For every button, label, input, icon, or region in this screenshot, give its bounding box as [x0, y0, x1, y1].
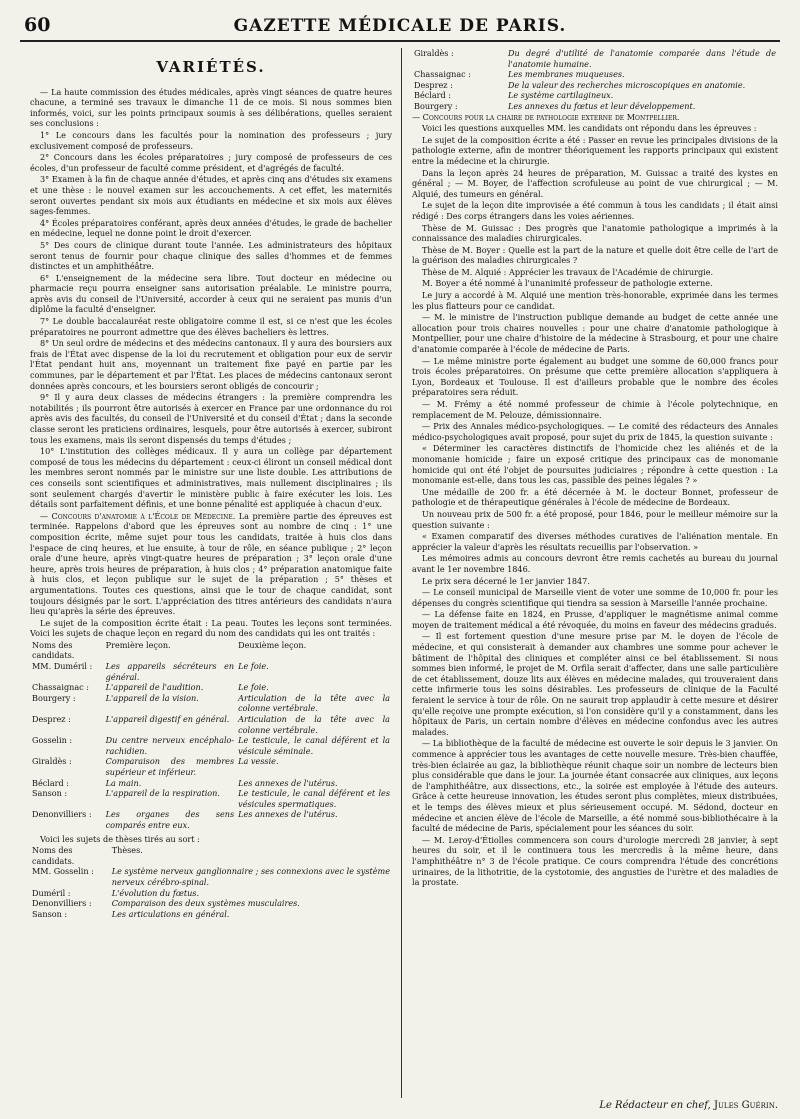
news-paragraph: Le sujet de la composition écrite a été : Passer en revue les principales divisions de la pathologie externe, afin de montrer théoriquement les rapports principaux qui existent entre la médecine et la chirurgie. — [412, 134, 778, 166]
left-column — [30, 48, 392, 1098]
column-divider — [401, 48, 402, 1098]
news-paragraph: — M. Frémy a été nommé professeur de chimie à l'école polytechnique, en remplacement de M. Pelouze, démissionnaire. — [412, 399, 778, 420]
montpellier-heading: — Concours pour la chaire de pathologie externe de Montpellier. — [412, 111, 680, 122]
first-lesson: La main. — [105, 777, 142, 788]
intro-paragraph: — La haute commission des études médicales, après vingt séances de quatre heures chacune, a terminé ses travaux le dimanche 11 de ce mois. Si nous sommes bien informés, voici, sur les points principaux soumis à ses délibérations, quelles seraient ses conclusions : — [30, 86, 392, 129]
candidate-name: MM. Duméril : — [32, 661, 93, 672]
table-row — [412, 48, 778, 69]
candidate-name: Chassaignac : — [414, 69, 472, 80]
page-header — [20, 12, 780, 42]
candidate-name: Desprez : — [414, 79, 453, 90]
news-paragraph: Un nouveau prix de 500 fr. a été proposé, pour 1846, pour le meilleur mémoire sur la question suivante : — [412, 508, 778, 530]
news-paragraph: — La bibliothèque de la faculté de médecine est ouverte le soir depuis le 3 janvier. On commence à apprécier tous les avantages de cette nouvelle mesure. Très-bien chauffée, très-bien éclairée au gaz, la bibliothèque réunit chaque soir un nombre de lecteurs bien plus considérable que dans le jour. La journée étant consacrée aux cliniques, aux leçons de l'amphithéâtre, aux dissections, etc., la soirée est employée à l'étude des auteurs. Grâce à cette heureuse innovation, les études seront plus complètes, mieux distribuées, et le temps des élèves mieux et plus sérieusement occupé. M. Sédond, docteur en médecine et ancien élève de l'école de Marseille, a été nommé sous-bibliothécaire à la faculté de médecine de Paris, spécialement pour les séances du soir. — [412, 738, 778, 834]
right-column — [412, 48, 778, 1098]
point-9: 9° Il y aura deux classes de médecins étrangers : la première comprendra les notabilités ; ils pourront être autorisés à exercer en France par une ordonnance du roi après avis des facultés, du conseil de l'Université et du conseil d'État ; dans la seconde classe seront les praticiens ordinaires, lesquels, pour être autorisés à exercer, subiront tous les examens, mais ils seront dispensés du temps d'études ; — [30, 392, 392, 445]
thesis-subject: Du degré d'utilité de l'anatomie comparée dans l'étude de l'anatomie humaine. — [508, 48, 776, 69]
candidate-name: Sanson : — [32, 788, 68, 799]
table-row — [412, 101, 778, 112]
news-paragraph: — Le conseil municipal de Marseille vient de voter une somme de 10,000 fr. pour les dépenses du congrès scientifique qui tiendra sa session à Marseille l'année prochaine. — [412, 587, 778, 608]
first-lesson: Les organes des sens comparés entre eux. — [105, 809, 235, 830]
point-2: 2° Concours dans les écoles préparatoires ; jury composé de professeurs de ces écoles, d'un professeur de faculté comme président, et d'agrégés de faculté. — [30, 152, 392, 173]
table-row — [30, 909, 392, 920]
table-row — [30, 888, 392, 899]
page-number: 60 — [24, 14, 51, 36]
news-paragraph: — La défense faite en 1824, en Prusse, d'appliquer le magnétisme animal comme moyen de traitement médical a été révoquée, du moins en faveur des médecins gradués. — [412, 609, 778, 630]
second-lesson: Les annexes de l'utérus. — [238, 777, 338, 788]
second-lesson: Articulation de la tête avec la colonne vertébrale. — [238, 692, 390, 714]
point-4: 4° Écoles préparatoires conférant, après deux années d'études, le grade de bachelier en médecine, lequel ne donne point le droit d'exercer. — [30, 217, 392, 239]
news-paragraph: — M. Leroy-d'Étiolles commencera son cours d'urologie mercredi 28 janvier, à sept heures du soir, et il le continuera tous les mercredis à la même heure, dans l'amphithéâtre n° 3 de l'école pratique. Ce cours comprendra l'étude des concrétions urinaires, de la lithotritie, de la cystotomie, des angusties de l'urètre et des maladies de la prostate. — [412, 834, 778, 888]
lessons-table — [30, 640, 392, 831]
news-paragraph: — Le même ministre porte également au budget une somme de 60,000 francs pour trois écoles préparatoires. On présume que cette première allocation s'appliquera à Lyon, Bordeaux et Toulouse. Il est d'ailleurs probable que le nombre des écoles préparatoires sera réduit. — [412, 355, 778, 398]
candidate-name: Denonvilliers : — [32, 809, 92, 820]
theses-header-name: Noms des candidats. — [32, 845, 75, 866]
lessons-header-name: Noms des candidats. — [32, 639, 75, 661]
table-row — [30, 682, 392, 693]
second-lesson: Articulation de la tête avec la colonne vertébrale. — [238, 714, 390, 735]
candidate-name: Bourgery : — [32, 692, 76, 703]
point-10: 10° L'institution des collèges médicaux. Il y aura un collège par département composé de tous les médecins du département : ceux-ci éliront un conseil médical dont les membres seront nommés par le ministre sur une liste double. Les attributions de ces conseils sont scientifiques et administratives, mais nullement disciplinaires ; ils sont seulement chargés d'avertir le ministère public à faire exécuter les lois. Les détails sont parfaitement définis, et une bonne pénalité est appliquée à chacun d'eux. — [30, 446, 392, 510]
news-paragraph: Voici les questions auxquelles MM. les candidats ont répondu dans les épreuves : — [422, 123, 757, 134]
table-row — [412, 80, 778, 91]
candidate-name: Gosselin : — [32, 735, 73, 746]
thesis-subject: Les articulations en général. — [111, 908, 230, 919]
second-lesson: La vessie. — [238, 756, 279, 767]
point-8: 8° Un seul ordre de médecins et des médecins cantonaux. Il y aura des boursiers aux frais de l'État avec dispense de la loi du recrutement et obligation pour eux de servir l'État pendant huit ans, moyennant un traitement fixe payé en partie par les communes, par le département et par l'État. Les places de médecins cantonaux seront données après concours, et les boursiers seront obligés de concourir ; — [30, 338, 392, 391]
first-lesson: Les appareils sécréteurs en général. — [105, 661, 235, 682]
second-lesson: Les annexes de l'utérus. — [238, 809, 338, 820]
second-lesson: Le testicule, le canal déférent et les vésicules spermatiques. — [238, 788, 390, 809]
thesis-subject: Comparaison des deux systèmes musculaires. — [111, 898, 300, 909]
news-paragraph: M. Boyer a été nommé à l'unanimité professeur de pathologie externe. — [422, 278, 713, 289]
candidate-name: Duméril : — [32, 887, 71, 898]
table-row — [30, 714, 392, 735]
news-paragraph: Thèse de M. Alquié : Apprécier les travaux de l'Académie de chirurgie. — [422, 266, 714, 277]
journal-title: GAZETTE MÉDICALE DE PARIS. — [233, 16, 567, 36]
news-paragraph: « Déterminer les caractères distinctifs de l'homicide chez les aliénés et de la monomanie homicide ; faire un exposé critique des principaux cas de monomanie homicide qui ont été l'objet de poursuites judiciaires ; répondre à cette question : La monomanie est-elle, dans tous les cas, passible des peines légales ? » — [412, 443, 778, 486]
candidate-name: Desprez : — [32, 714, 71, 725]
news-paragraph: — Il est fortement question d'une mesure prise par M. le doyen de l'école de médecine, et qui consisterait à demander aux chambres une somme pour achever le bâtiment de l'hôpital des cliniques et compléter ainsi ce bel établissement. Si nous sommes bien informé, le projet de M. Orfila serait d'affecter, dans une salle particulière de cet établissement, douze lits aux élèves en médecine malades, qui trouveraient dans cette infirmerie tous les soins désirables. Les professeurs de clinique de la Faculté feraient le service à tour de rôle. On ne saurait trop applaudir à cette mesure et désirer qu'elle reçoive une prompte exécution, si l'on considère qu'il y a constamment, dans les hôpitaux de Paris, un certain nombre d'élèves en médecine confondus avec les autres malades. — [412, 631, 778, 737]
first-lesson: L'appareil de l'audition. — [105, 682, 204, 693]
written-subject: Le sujet de la composition écrite était : La peau. Toutes les leçons sont terminées. Voici les sujets de chaque leçon en regard du nom des candidats qui les ont traités : — [30, 617, 392, 639]
first-lesson: L'appareil de la respiration. — [105, 788, 220, 799]
second-lesson: Le testicule, le canal déférent et la vésicule séminale. — [238, 735, 390, 756]
news-paragraph: Thèse de M. Guissac : Des progrès que l'anatomie pathologique a imprimés à la connaissance des maladies chirurgicales. — [412, 222, 778, 244]
point-5: 5° Des cours de clinique durant toute l'année. Les administrateurs des hôpitaux seront tenus de fournir pour chaque clinique des salles d'hommes et de femmes distinctes et un amphithéâtre. — [30, 239, 392, 272]
thesis-subject: Les membranes muqueuses. — [508, 69, 625, 80]
table-row — [30, 693, 392, 714]
table-row — [30, 661, 392, 682]
news-paragraph: « Examen comparatif des diverses méthodes curatives de l'aliénation mentale. En apprécier la valeur d'après les résultats recueillis par l'observation. » — [412, 531, 778, 552]
candidate-name: MM. Gosselin : — [32, 866, 94, 877]
concours-paragraph: — Concours d'anatomie à l'École de Médecine. La première partie des épreuves est terminée. Rappelons d'abord que les épreuves sont au nombre de cinq : 1° une composition écrite, même sujet pour tous les candidats, traitée à huis clos dans l'espace de cinq heures, et lue ensuite, à tour de rôle, en séance publique ; 2° leçon orale d'une heure, après vingt-quatre heures de préparation ; 3° leçon orale d'une heure, après trois heures de préparation, à huis clos ; 4° préparation anatomique faite à huis clos, et leçon publique sur le sujet de la préparation ; 5° thèses et argumentations. Toutes ces questions, ainsi que le tour de chaque candidat, sont toujours désignés par le sort. L'appréciation des titres antérieurs des candidats n'aura lieu qu'après la série des épreuves. — [30, 510, 392, 617]
news-paragraph: Les mémoires admis au concours devront être remis cachetés au bureau du journal avant le 1er novembre 1846. — [412, 553, 778, 574]
table-row — [30, 735, 392, 756]
candidate-name: Denonvilliers : — [32, 898, 92, 909]
signature-label: Le Rédacteur en chef, — [599, 1100, 711, 1111]
first-lesson: L'appareil digestif en général. — [105, 714, 230, 725]
first-lesson: L'appareil de la vision. — [105, 692, 199, 703]
candidate-name: Chassaignac : — [32, 682, 90, 693]
table-row — [30, 788, 392, 809]
point-6: 6° L'enseignement de la médecine sera libre. Tout docteur en médecine ou pharmacie reçu pourra enseigner sans autorisation préalable. Le ministre pourra, après avis du conseil de l'Université, accorder à ceux qui ne seraient pas munis d'un diplôme la faculté d'enseigner. — [30, 272, 392, 315]
thesis-subject: Le système cartilagineux. — [508, 90, 614, 101]
thesis-subject: L'évolution du fœtus. — [111, 887, 200, 898]
news-paragraph: Dans la leçon après 24 heures de préparation, M. Guissac a traité des kystes en général ; — M. Boyer, de l'affection scrofuleuse au point de vue chirurgical ; — M. Alquié, des tumeurs en général. — [412, 167, 778, 199]
second-lesson: Le foie. — [238, 682, 269, 693]
concours-text: La première partie des épreuves est terminée. Rappelons d'abord que les épreuves sont au nombre de cinq : 1° une composition écrite, même sujet pour tous les candidats, traitée à huis clos dans l'espace de cinq heures, et lue ensuite, à tour de rôle, en séance publique ; 2° leçon orale d'une heure, après vingt-quatre heures de préparation ; 3° leçon orale d'une heure, après trois heures de préparation, à huis clos ; 4° préparation anatomique faite à huis clos, et leçon publique sur le sujet de la préparation ; 5° thèses et argumentations. Toutes ces questions, ainsi que le tour de chaque candidat, sont toujours désignés par le sort. L'appréciation des titres antérieurs des candidats n'aura lieu qu'après la série des épreuves. — [30, 510, 392, 617]
news-paragraph: Le sujet de la leçon dite improvisée a été commun à tous les candidats ; il était ainsi rédigé : Des corps étrangers dans les voies aériennes. — [412, 200, 778, 221]
lessons-header-second: Deuxième leçon. — [238, 639, 307, 650]
first-lesson: Du centre nerveux encéphalo-rachidien. — [105, 735, 235, 756]
point-1: 1° Le concours dans les facultés pour la nomination des professeurs ; jury exclusivement composé de professeurs. — [30, 129, 392, 151]
first-lesson: Comparaison des membres supérieur et inférieur. — [105, 756, 235, 777]
candidate-name: Béclard : — [414, 90, 452, 101]
lessons-header-first: Première leçon. — [105, 639, 171, 650]
candidate-name: Giraldès : — [414, 48, 454, 58]
table-row — [30, 809, 392, 830]
table-row — [412, 69, 778, 80]
candidate-name: Bourgery : — [414, 100, 458, 111]
point-7: 7° Le double baccalauréat reste obligatoire comme il est, si ce n'est que les écoles préparatoires ne pourront admettre que des élèves bacheliers ès lettres. — [30, 316, 392, 337]
table-row — [30, 898, 392, 909]
point-3: 3° Examen à la fin de chaque année d'études, et après cinq ans d'études six examens et une thèse : le nouvel examen sur les accouchements. A cet effet, les maternités seront ouvertes pendant six mois aux étudiants en médecine et six mois aux élèves sages-femmes. — [30, 174, 392, 217]
table-row — [412, 90, 778, 101]
thesis-subject: Les annexes du fœtus et leur développement. — [508, 100, 696, 111]
news-paragraph: Le prix sera décerné le 1er janvier 1847. — [422, 575, 590, 586]
second-lesson: Le foie. — [238, 661, 269, 672]
table-row — [30, 778, 392, 789]
candidate-name: Giraldès : — [32, 756, 72, 767]
thesis-subject: Le système nerveux ganglionnaire ; ses connexions avec le système nerveux cérébro-spinal. — [111, 866, 390, 887]
candidate-name: Sanson : — [32, 908, 68, 919]
theses-table — [30, 845, 392, 919]
theses-table-continued — [412, 48, 778, 112]
signature-name: Jules Guérin. — [714, 1100, 778, 1111]
candidate-name: Béclard : — [32, 777, 70, 788]
news-paragraph: Le jury a accordé à M. Alquié une mention très-honorable, exprimée dans les termes les plus flatteurs pour ce candidat. — [412, 290, 778, 311]
news-paragraph: Thèse de M. Boyer : Quelle est la part de la nature et quelle doit être celle de l'art de la guérison des maladies chirurgicales ? — [412, 244, 778, 266]
table-row — [30, 866, 392, 887]
theses-intro: Voici les sujets de thèses tirés au sort : — [40, 833, 200, 844]
theses-header-subject: Thèses. — [111, 845, 143, 856]
news-paragraph: Une médaille de 200 fr. a été décernée à M. le docteur Bonnet, professeur de pathologie et de thérapeutique générales à l'école de médecine de Bordeaux. — [412, 486, 778, 508]
thesis-subject: De la valeur des recherches microscopiques en anatomie. — [508, 79, 746, 90]
editor-signature — [599, 1100, 778, 1111]
table-row — [30, 756, 392, 777]
concours-heading: Concours d'anatomie à l'École de Médecine. — [51, 510, 236, 521]
section-title: VARIÉTÉS. — [156, 58, 266, 76]
news-paragraph: — M. le ministre de l'instruction publique demande au budget de cette année une allocation pour trois chaires nouvelles : pour une chaire d'anatomie pathologique à Montpellier, pour une chaire d'histoire de la médecine à Strasbourg, et pour une chaire d'anatomie comparée à l'école de médecine de Paris. — [412, 312, 778, 355]
news-paragraph: — Prix des Annales médico-psychologiques. — Le comité des rédacteurs des Annales médico-psychologiques avait proposé, pour sujet du prix de 1845, la question suivante : — [412, 421, 778, 442]
